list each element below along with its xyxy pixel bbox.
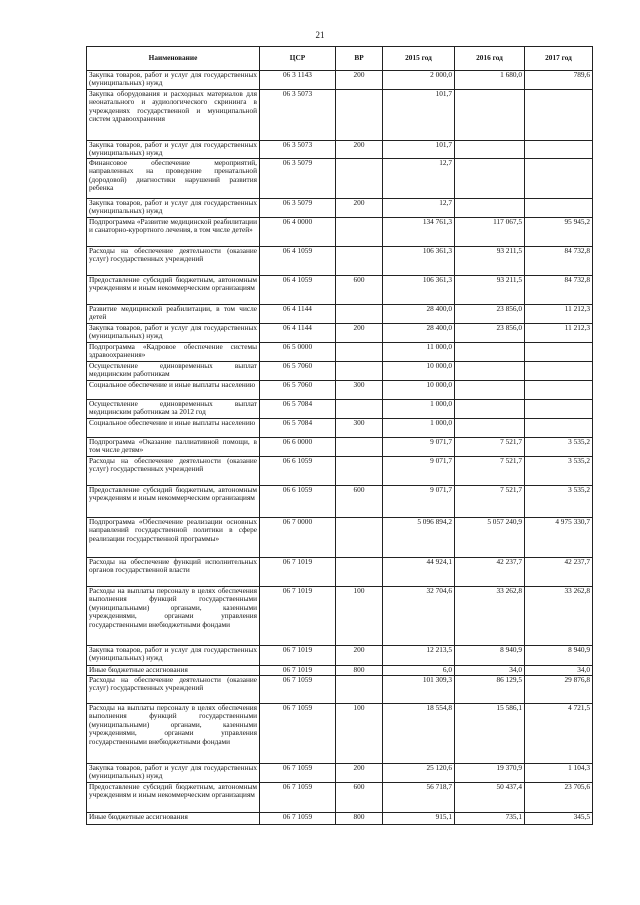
- row-2017: 1 104,3: [525, 764, 593, 783]
- row-name: Предоставление субсидий бюджетным, автономным учреждениям и иным некоммерческим организациям: [87, 783, 260, 813]
- row-2016: [455, 362, 525, 381]
- row-2017: 23 705,6: [525, 783, 593, 813]
- row-vr: 800: [336, 666, 383, 676]
- row-csr: 06 3 5079: [260, 199, 336, 218]
- row-2015: 915,1: [383, 813, 455, 825]
- row-vr: 800: [336, 813, 383, 825]
- row-vr: 100: [336, 704, 383, 764]
- row-name: Подпрограмма «Развитие медицинской реабилитации и санаторно-курортного лечения, в том числе детей»: [87, 218, 260, 247]
- row-2016: 50 437,4: [455, 783, 525, 813]
- row-name: Развитие медицинской реабилитации, в том числе детей: [87, 305, 260, 324]
- table-row: [87, 199, 593, 218]
- table-header-row: [87, 47, 593, 71]
- row-csr: 06 7 1059: [260, 676, 336, 704]
- row-2015: 25 120,6: [383, 764, 455, 783]
- row-2016: [455, 400, 525, 419]
- row-2016: 86 129,5: [455, 676, 525, 704]
- row-name: Расходы на обеспечение деятельности (оказание услуг) государственных учреждений: [87, 676, 260, 704]
- row-csr: 06 6 1059: [260, 486, 336, 518]
- row-csr: 06 4 0000: [260, 218, 336, 247]
- row-csr: 06 5 7084: [260, 400, 336, 419]
- row-name: Финансовое обеспечение мероприятий, направленных на проведение пренатальной (дородовой) диагностики нарушений развития ребенка: [87, 159, 260, 199]
- page-number: 21: [315, 30, 325, 40]
- row-name: Закупка товаров, работ и услуг для государственных (муниципальных) нужд: [87, 764, 260, 783]
- row-name: Закупка товаров, работ и услуг для государственных (муниципальных) нужд: [87, 141, 260, 159]
- row-2016: 735,1: [455, 813, 525, 825]
- row-2016: 42 237,7: [455, 558, 525, 587]
- table-row: [87, 343, 593, 362]
- row-2017: 84 732,8: [525, 247, 593, 276]
- row-2015: 10 000,0: [383, 362, 455, 381]
- row-name: Расходы на обеспечение деятельности (оказание услуг) государственных учреждений: [87, 247, 260, 276]
- row-vr: [336, 305, 383, 324]
- row-2017: 8 940,9: [525, 646, 593, 666]
- row-2015: 12,7: [383, 199, 455, 218]
- row-2017: 4 721,5: [525, 704, 593, 764]
- row-2017: 95 945,2: [525, 218, 593, 247]
- row-name: Социальное обеспечение и иные выплаты населению: [87, 381, 260, 400]
- table-row: [87, 813, 593, 825]
- table-row: [87, 71, 593, 90]
- row-2016: 7 521,7: [455, 457, 525, 486]
- row-csr: 06 3 5073: [260, 141, 336, 159]
- row-vr: [336, 247, 383, 276]
- table-row: [87, 486, 593, 518]
- row-2015: 101,7: [383, 90, 455, 141]
- table-row: [87, 400, 593, 419]
- row-2016: 8 940,9: [455, 646, 525, 666]
- row-2016: [455, 343, 525, 362]
- row-2016: 23 856,0: [455, 324, 525, 343]
- row-2015: 18 554,8: [383, 704, 455, 764]
- row-2016: 93 211,5: [455, 247, 525, 276]
- table-row: [87, 218, 593, 247]
- table-row: [87, 305, 593, 324]
- table-row: [87, 381, 593, 400]
- row-vr: [336, 159, 383, 199]
- row-csr: 06 6 0000: [260, 438, 336, 457]
- row-name: Закупка товаров, работ и услуг для государственных (муниципальных) нужд: [87, 71, 260, 90]
- row-2017: [525, 90, 593, 141]
- row-name: Расходы на обеспечение функций исполнительных органов государственной власти: [87, 558, 260, 587]
- row-csr: 06 7 1019: [260, 646, 336, 666]
- row-2017: 33 262,8: [525, 587, 593, 646]
- row-vr: [336, 518, 383, 558]
- row-2017: 29 876,8: [525, 676, 593, 704]
- table-row: [87, 362, 593, 381]
- row-2015: 28 400,0: [383, 305, 455, 324]
- row-csr: 06 4 1059: [260, 276, 336, 305]
- row-name: Подпрограмма «Обеспечение реализации основных направлений государственной политики в сфере реализации государственной программы»: [87, 518, 260, 558]
- table-row: [87, 90, 593, 141]
- row-vr: [336, 558, 383, 587]
- row-csr: 06 7 0000: [260, 518, 336, 558]
- row-2015: 5 096 894,2: [383, 518, 455, 558]
- row-csr: 06 7 1019: [260, 587, 336, 646]
- row-vr: 200: [336, 324, 383, 343]
- row-csr: 06 4 1144: [260, 324, 336, 343]
- table-row: [87, 704, 593, 764]
- row-2017: 34,0: [525, 666, 593, 676]
- row-2015: 28 400,0: [383, 324, 455, 343]
- row-csr: 06 6 1059: [260, 457, 336, 486]
- row-2015: 10 000,0: [383, 381, 455, 400]
- row-2016: 23 856,0: [455, 305, 525, 324]
- row-2017: 84 732,8: [525, 276, 593, 305]
- row-csr: 06 4 1144: [260, 305, 336, 324]
- row-name: Социальное обеспечение и иные выплаты населению: [87, 419, 260, 438]
- row-2016: 15 586,1: [455, 704, 525, 764]
- row-2017: [525, 141, 593, 159]
- row-2016: [455, 159, 525, 199]
- row-name: Предоставление субсидий бюджетным, автономным учреждениям и иным некоммерческим организациям: [87, 486, 260, 518]
- row-vr: [336, 343, 383, 362]
- row-2017: 4 975 330,7: [525, 518, 593, 558]
- row-2015: 101 309,3: [383, 676, 455, 704]
- row-vr: [336, 218, 383, 247]
- row-csr: 06 5 7060: [260, 381, 336, 400]
- table-row: [87, 419, 593, 438]
- table-row: [87, 324, 593, 343]
- row-2016: 117 067,5: [455, 218, 525, 247]
- row-name: Расходы на выплаты персоналу в целях обеспечения выполнения функций государственными (муниципальными) органами, казенными учреждениями, органами управления государственными внебюджетными фондами: [87, 704, 260, 764]
- row-2016: 93 211,5: [455, 276, 525, 305]
- table-row: [87, 676, 593, 704]
- row-vr: 200: [336, 199, 383, 218]
- row-2017: [525, 343, 593, 362]
- table-row: [87, 764, 593, 783]
- row-2017: 3 535,2: [525, 438, 593, 457]
- row-2016: 5 057 240,9: [455, 518, 525, 558]
- row-vr: 200: [336, 141, 383, 159]
- table-row: [87, 457, 593, 486]
- header-vr: ВР: [336, 47, 383, 71]
- row-2017: 789,6: [525, 71, 593, 90]
- header-name: Наименование: [87, 47, 260, 71]
- row-2016: 19 370,9: [455, 764, 525, 783]
- row-2016: [455, 419, 525, 438]
- row-2016: [455, 199, 525, 218]
- row-name: Осуществление единовременных выплат медицинским работникам за 2012 год: [87, 400, 260, 419]
- row-2017: 11 212,3: [525, 324, 593, 343]
- row-2016: [455, 381, 525, 400]
- row-csr: 06 7 1019: [260, 558, 336, 587]
- row-vr: [336, 90, 383, 141]
- row-vr: [336, 457, 383, 486]
- row-vr: [336, 362, 383, 381]
- row-vr: [336, 400, 383, 419]
- row-vr: 100: [336, 587, 383, 646]
- row-2016: [455, 141, 525, 159]
- row-csr: 06 5 7060: [260, 362, 336, 381]
- row-name: Закупка товаров, работ и услуг для государственных (муниципальных) нужд: [87, 199, 260, 218]
- row-2017: [525, 199, 593, 218]
- row-csr: 06 4 1059: [260, 247, 336, 276]
- row-csr: 06 3 5073: [260, 90, 336, 141]
- row-vr: 200: [336, 764, 383, 783]
- row-2015: 44 924,1: [383, 558, 455, 587]
- row-name: Предоставление субсидий бюджетным, автономным учреждениям и иным некоммерческим организациям: [87, 276, 260, 305]
- row-csr: 06 5 7084: [260, 419, 336, 438]
- row-2015: 12 213,5: [383, 646, 455, 666]
- row-name: Закупка товаров, работ и услуг для государственных (муниципальных) нужд: [87, 646, 260, 666]
- row-vr: 300: [336, 381, 383, 400]
- header-2016: 2016 год: [455, 47, 525, 71]
- row-csr: 06 7 1019: [260, 666, 336, 676]
- header-2015: 2015 год: [383, 47, 455, 71]
- table-row: [87, 783, 593, 813]
- row-name: Иные бюджетные ассигнования: [87, 813, 260, 825]
- row-2017: 345,5: [525, 813, 593, 825]
- row-2015: 1 000,0: [383, 400, 455, 419]
- row-2016: 33 262,8: [455, 587, 525, 646]
- row-2017: [525, 419, 593, 438]
- row-name: Подпрограмма «Кадровое обеспечение системы здравоохранения»: [87, 343, 260, 362]
- row-2015: 9 071,7: [383, 486, 455, 518]
- row-name: Закупка оборудования и расходных материалов для неонатального и аудиологического скрининга в учреждениях государственной и муниципальной систем здравоохранения: [87, 90, 260, 141]
- row-vr: 300: [336, 419, 383, 438]
- row-2015: 2 000,0: [383, 71, 455, 90]
- table-row: [87, 438, 593, 457]
- row-2017: [525, 400, 593, 419]
- table-row: [87, 666, 593, 676]
- row-csr: 06 7 1059: [260, 813, 336, 825]
- row-csr: 06 5 0000: [260, 343, 336, 362]
- table-row: [87, 646, 593, 666]
- row-2017: [525, 159, 593, 199]
- row-name: Закупка товаров, работ и услуг для государственных (муниципальных) нужд: [87, 324, 260, 343]
- table-row: [87, 247, 593, 276]
- row-name: Расходы на выплаты персоналу в целях обеспечения выполнения функций государственными (муниципальными) органами, казенными учреждениями, органами управления государственными внебюджетными фондами: [87, 587, 260, 646]
- row-csr: 06 7 1059: [260, 704, 336, 764]
- header-2017: 2017 год: [525, 47, 593, 71]
- table-row: [87, 587, 593, 646]
- row-name: Расходы на обеспечение деятельности (оказание услуг) государственных учреждений: [87, 457, 260, 486]
- budget-table: [86, 46, 593, 825]
- row-vr: 200: [336, 646, 383, 666]
- row-vr: 600: [336, 783, 383, 813]
- row-2015: 106 361,3: [383, 276, 455, 305]
- row-2015: 32 704,6: [383, 587, 455, 646]
- header-csr: ЦСР: [260, 47, 336, 71]
- row-name: Осуществление единовременных выплат медицинским работникам: [87, 362, 260, 381]
- table-row: [87, 159, 593, 199]
- row-2016: [455, 90, 525, 141]
- row-2016: 34,0: [455, 666, 525, 676]
- row-name: Иные бюджетные ассигнования: [87, 666, 260, 676]
- row-name: Подпрограмма «Оказание паллиативной помощи, в том числе детям»: [87, 438, 260, 457]
- row-2017: [525, 362, 593, 381]
- row-2015: 9 071,7: [383, 438, 455, 457]
- row-2015: 56 718,7: [383, 783, 455, 813]
- row-vr: [336, 438, 383, 457]
- row-2015: 6,0: [383, 666, 455, 676]
- table-row: [87, 518, 593, 558]
- row-csr: 06 7 1059: [260, 764, 336, 783]
- row-csr: 06 7 1059: [260, 783, 336, 813]
- table-row: [87, 141, 593, 159]
- row-2015: 11 000,0: [383, 343, 455, 362]
- row-vr: 600: [336, 276, 383, 305]
- row-2015: 1 000,0: [383, 419, 455, 438]
- row-vr: 200: [336, 71, 383, 90]
- row-2015: 9 071,7: [383, 457, 455, 486]
- row-2016: 7 521,7: [455, 486, 525, 518]
- table-row: [87, 558, 593, 587]
- row-2017: [525, 381, 593, 400]
- row-2016: 1 680,0: [455, 71, 525, 90]
- row-2017: 42 237,7: [525, 558, 593, 587]
- row-csr: 06 3 5079: [260, 159, 336, 199]
- table-row: [87, 276, 593, 305]
- row-2017: 3 535,2: [525, 486, 593, 518]
- row-2016: 7 521,7: [455, 438, 525, 457]
- row-2015: 134 761,3: [383, 218, 455, 247]
- row-2017: 3 535,2: [525, 457, 593, 486]
- row-csr: 06 3 1143: [260, 71, 336, 90]
- row-vr: 600: [336, 486, 383, 518]
- row-2017: 11 212,3: [525, 305, 593, 324]
- row-vr: [336, 676, 383, 704]
- row-2015: 106 361,3: [383, 247, 455, 276]
- row-2015: 101,7: [383, 141, 455, 159]
- row-2015: 12,7: [383, 159, 455, 199]
